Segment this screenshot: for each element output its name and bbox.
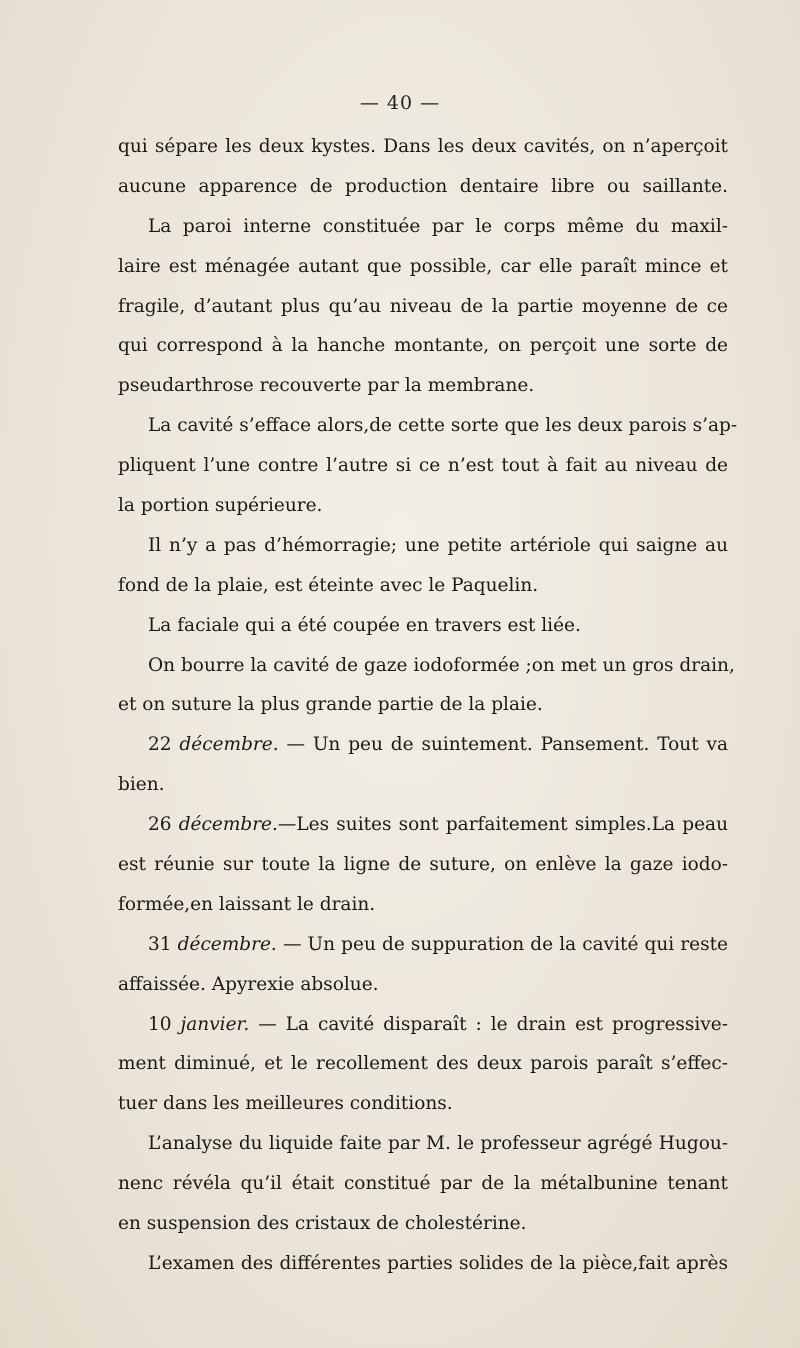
text-line: la portion supérieure. bbox=[118, 495, 323, 517]
text-line: qui correspond à la hanche montante, on perçoit une sorte de bbox=[118, 335, 728, 357]
text-line: ment diminué, et le recollement des deux parois paraît s’effec- bbox=[118, 1053, 728, 1075]
text-line: 22 décembre. — Un peu de suintement. Pansement. Tout va bbox=[148, 734, 728, 756]
text-line: et on suture la plus grande partie de la plaie. bbox=[118, 694, 543, 716]
text-line: laire est ménagée autant que possible, car elle paraît mince et bbox=[118, 255, 728, 277]
text-line: tuer dans les meilleures conditions. bbox=[118, 1093, 453, 1115]
text-line: aucune apparence de production dentaire libre ou saillante. bbox=[118, 175, 728, 197]
text-line: formée,en laissant le drain. bbox=[118, 893, 376, 915]
text-line: affaissée. Apyrexie absolue. bbox=[118, 973, 379, 995]
text-line: nenc révéla qu’il était constitué par de la métalbunine tenant bbox=[118, 1173, 728, 1195]
text-line: L’analyse du liquide faite par M. le professeur agrégé Hugou- bbox=[148, 1133, 728, 1155]
text-line: La cavité s’efface alors,de cette sorte que les deux parois s’ap- bbox=[148, 415, 738, 437]
text-line: pliquent l’une contre l’autre si ce n’est tout à fait au niveau de bbox=[118, 455, 728, 477]
text-line: 10 janvier. — La cavité disparaît : le drain est progressive- bbox=[148, 1013, 728, 1035]
text-line: qui sépare les deux kystes. Dans les deux cavités, on n’aperçoit bbox=[118, 136, 728, 157]
text-line: L’examen des différentes parties solides de la pièce,fait après bbox=[148, 1252, 728, 1274]
text-line: 26 décembre.—Les suites sont parfaitement simples.La peau bbox=[148, 814, 728, 836]
text-line: La faciale qui a été coupée en travers est liée. bbox=[148, 614, 581, 636]
text-line: est réunie sur toute la ligne de suture, on enlève la gaze iodo- bbox=[118, 854, 728, 876]
page-number: — 40 — bbox=[359, 92, 441, 114]
body-text bbox=[118, 127, 738, 1284]
text-line: fond de la plaie, est éteinte avec le Paquelin. bbox=[118, 574, 539, 596]
text-line: On bourre la cavité de gaze iodoformée ;on met un gros drain, bbox=[148, 654, 735, 676]
text-line: bien. bbox=[118, 774, 165, 796]
text-line: pseudarthrose recouverte par la membrane. bbox=[118, 375, 535, 397]
text-line: Il n’y a pas d’hémorragie; une petite artériole qui saigne au bbox=[148, 534, 728, 556]
text-line: 31 décembre. — Un peu de suppuration de la cavité qui reste bbox=[148, 933, 728, 955]
text-line: en suspension des cristaux de cholestérine. bbox=[118, 1213, 527, 1235]
text-line: fragile, d’autant plus qu’au niveau de la partie moyenne de ce bbox=[118, 295, 728, 317]
text-line: La paroi interne constituée par le corps même du maxil- bbox=[148, 215, 728, 237]
